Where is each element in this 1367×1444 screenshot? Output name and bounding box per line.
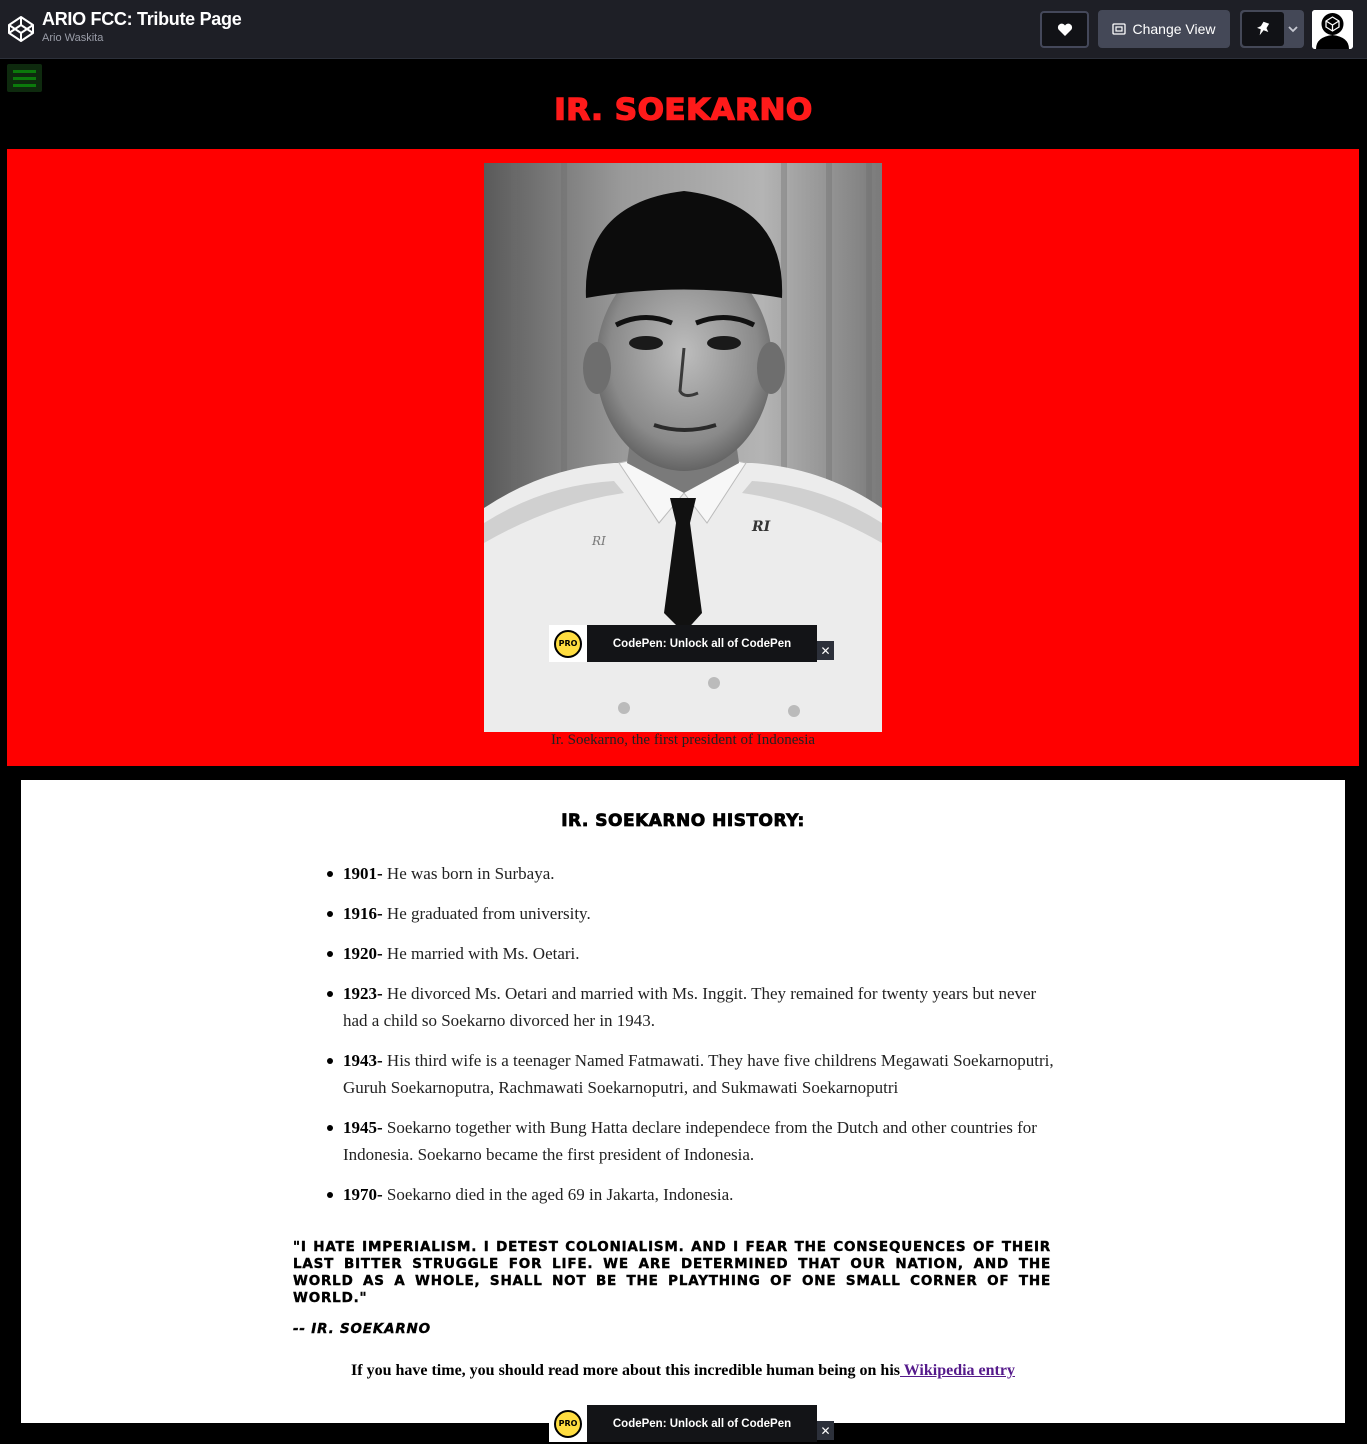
menu-bar-icon: [13, 77, 36, 80]
insignia-left: RI: [592, 534, 606, 548]
pen-author[interactable]: Ario Waskita: [42, 32, 104, 44]
codepen-header: [0, 0, 1367, 59]
more-info-label: If you have time, you should read more about this incredible human being on his: [351, 1362, 900, 1379]
change-view-label: Change View: [1132, 21, 1216, 37]
layout-icon: [1112, 23, 1126, 35]
page-title: IR. SOEKARNO: [554, 92, 813, 128]
menu-bar-icon: [13, 84, 36, 87]
image-section: [7, 149, 1359, 766]
pro-banner[interactable]: [549, 625, 834, 662]
timeline-item: [343, 1181, 1063, 1208]
pen-title[interactable]: ARIO FCC: Tribute Page: [42, 9, 242, 29]
image-caption: Ir. Soekarno, the first president of Indonesia: [550, 732, 816, 748]
pro-banner-text[interactable]: CodePen: Unlock all of CodePen: [587, 1405, 817, 1442]
change-view-button[interactable]: [1098, 10, 1230, 48]
timeline-item: [343, 1114, 1063, 1168]
close-icon[interactable]: ✕: [817, 641, 834, 660]
timeline-year: 1970-: [343, 1185, 383, 1204]
heart-icon: [1057, 23, 1073, 37]
quote-text: "I HATE IMPERIALISM. I DETEST COLONIALISM. AND I FEAR THE CONSEQUENCES OF THEIR LAST BITTER STRUGGLE FOR LIFE. WE ARE DETERMINED THAT OUR NATION, AND THE WORLD AS A WHOLE, SHALL NOT BE THE PLAYTHING OF ONE SMALL CORNER OF THE WORLD.": [293, 1239, 1051, 1306]
timeline-text: He graduated from university.: [382, 904, 591, 923]
user-avatar[interactable]: [1312, 10, 1353, 49]
timeline-item: [343, 980, 1063, 1034]
timeline-item: [343, 860, 1063, 887]
pro-banner-text[interactable]: CodePen: Unlock all of CodePen: [587, 625, 817, 662]
timeline-text: His third wife is a teenager Named Fatmawati. They have five childrens Megawati Soekarnoputri, Guruh Soekarnoputra, Rachmawati Soekarnoputri, and Sukmawati Soekarnoputri: [343, 1051, 1054, 1097]
history-section: [21, 780, 1345, 1423]
timeline-year: 1943-: [343, 1051, 383, 1070]
timeline-year: 1901-: [343, 864, 383, 883]
menu-bar-icon: [13, 70, 36, 73]
pro-badge-icon: PRO: [549, 1405, 587, 1442]
timeline-text: Soekarno died in the aged 69 in Jakarta, Indonesia.: [382, 1185, 734, 1204]
wikipedia-link[interactable]: Wikipedia entry: [900, 1362, 1015, 1379]
menu-toggle-button[interactable]: [7, 64, 42, 92]
history-heading: IR. SOEKARNO HISTORY:: [561, 811, 805, 831]
timeline-text: He was born in Surbaya.: [382, 864, 555, 883]
chevron-down-icon[interactable]: [1286, 22, 1300, 36]
timeline-year: 1920-: [343, 944, 383, 963]
timeline-item: [343, 1047, 1063, 1101]
insignia-right: RI: [752, 519, 771, 535]
timeline-text: He divorced Ms. Oetari and married with Ms. Inggit. They remained for twenty years but never had a child so Soekarno divorced her in 1943.: [343, 984, 1037, 1030]
pro-banner-bottom[interactable]: [549, 1405, 834, 1442]
close-icon[interactable]: ✕: [817, 1421, 834, 1440]
timeline-list: [343, 860, 1063, 1221]
pro-badge-icon: PRO: [549, 625, 587, 662]
timeline-year: 1945-: [343, 1118, 383, 1137]
timeline-text: Soekarno together with Bung Hatta declare independece from the Dutch and other countries for Indonesia. Soekarno became the first president of Indonesia.: [343, 1118, 1037, 1164]
timeline-item: [343, 900, 1063, 927]
more-info-text: [21, 1362, 1345, 1380]
codepen-logo-icon[interactable]: [7, 14, 35, 44]
timeline-item: [343, 940, 1063, 967]
like-button[interactable]: [1040, 11, 1089, 48]
timeline-text: He married with Ms. Oetari.: [382, 944, 580, 963]
quote-author: -- IR. SOEKARNO: [293, 1321, 431, 1337]
pin-button[interactable]: [1242, 12, 1284, 46]
timeline-year: 1923-: [343, 984, 383, 1003]
pin-button-group[interactable]: [1240, 10, 1304, 48]
pin-icon: [1256, 21, 1270, 37]
timeline-year: 1916-: [343, 904, 383, 923]
